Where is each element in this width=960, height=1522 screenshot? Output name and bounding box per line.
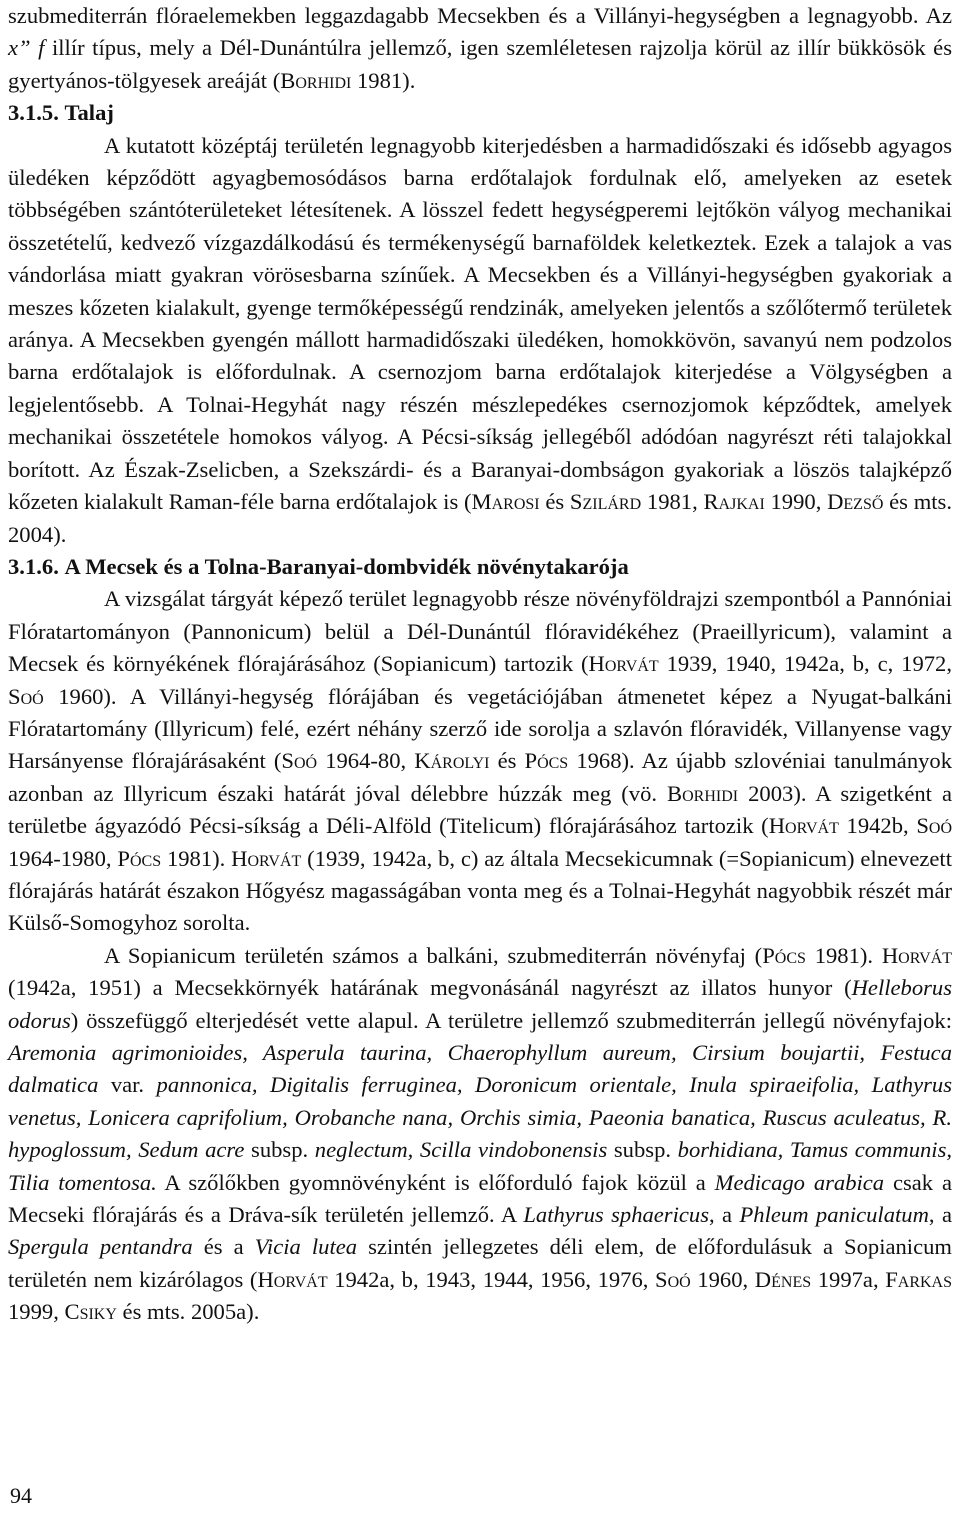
section-title: Talaj — [64, 100, 114, 126]
body-text — [8, 0, 952, 1329]
section-number: 3.1.5. — [8, 100, 59, 126]
section-heading-vegetation — [8, 551, 952, 583]
section-heading-talaj — [8, 97, 952, 129]
section-number: 3.1.6. — [8, 553, 59, 579]
paragraph-vegetation-1: A vizsgálat tárgyát képező terület legnagyobb része növényföldrajzi szempontból a Pannóniai Flóratartományon (Pannonicum) belül a Dél-Dunántúl flóravidékéhez (Praeillyricum), valamint a Mecsek és környékének flórajárásához (Sopianicum) tartozik (Horvát 1939, 1940, 1942a, b, c, 1972, Soó 1960). A Villányi-hegység flórájában és vegetációjában átmenetet képez a Nyugat-balkáni Flóratartomány (Illyricum) felé, ezért néhány szerző ide sorolja a szlavón flóravidék, Villanyense vagy Harsányense flórajárásaként (Soó 1964-80, Károlyi és Pócs 1968). Az újabb szlovéniai tanulmányok azonban az Illyricum északi határát jóval délebbre húzzák meg (vö. Borhidi 2003). A szigetként a területbe ágyazódó Pécsi-síkság a Déli-Alföld (Titelicum) flórajárásához tartozik (Horvát 1942b, Soó 1964-1980, Pócs 1981). Horvát (1939, 1942a, b, c) az általa Mecsekicumnak (=Sopianicum) elnevezett flórajárás határát északon Hőgyész magasságában vonta meg és a Tolnai-Hegyhát nagyobbik részét már Külső-Somogyhoz sorolta. — [8, 586, 953, 936]
section-title: A Mecsek és a Tolna-Baranyai-dombvidék növénytakarója — [64, 553, 629, 579]
paragraph-vegetation-2: A Sopianicum területén számos a balkáni, szubmediterrán növényfaj (Pócs 1981). Horvát (1942a, 1951) a Mecsekkörnyék határának megvonásánál nagyrészt az illatos hunyor (Helleborus odorus) összefüggő elterjedését vette alapul. A területre jellemző szubmediterrán jellegű növényfajok: Aremonia agrimonioides, Asperula taurina, Chaerophyllum aureum, Cirsium boujartii, Festuca dalmatica var. pannonica, Digitalis ferruginea, Doronicum orientale, Inula spiraeifolia, Lathyrus venetus, Lonicera caprifolium, Orobanche nana, Orchis simia, Paeonia banatica, Ruscus aculeatus, R. hypoglossum, Sedum acre subsp. neglectum, Scilla vindobonensis subsp. borhidiana, Tamus communis, Tilia tomentosa. A szőlőkben gyomnövényként is előforduló fajok közül a Medicago arabica csak a Mecseki flórajárás és a Dráva-sík területén jellemző. A Lathyrus sphaericus, a Phleum paniculatum, a Spergula pentandra és a Vicia lutea szintén jellegzetes déli elem, de előfordulásuk a Sopianicum területén nem kizárólagos (Horvát 1942a, b, 1943, 1944, 1956, 1976, Soó 1960, Dénes 1997a, Farkas 1999, Csiky és mts. 2005a). — [8, 942, 953, 1325]
page-number: 94 — [10, 1483, 32, 1508]
continued-paragraph: szubmediterrán flóraelemekben leggazdagabb Mecsekben és a Villányi-hegységben a legnagyobb. Az x” f illír típus, mely a Dél-Dunántúlra jellemző, igen szemléletesen rajzolja körül az illír bükkösök és gyertyános-tölgyesek areáját (Borhidi 1981). — [8, 3, 952, 93]
paragraph-talaj: A kutatott középtáj területén legnagyobb kiterjedésben a harmadidőszaki és idősebb agyagos üledéken képződött agyagbemosódásos barna erdőtalajok fordulnak elő, amelyeken az esetek többségében szántóterületeket létesítenek. A lösszel fedett hegységperemi lejtőkön vályog mechanikai összetételű, kedvező vízgazdálkodású és termékenységű barnaföldek keletkeztek. Ezek a talajok a vas vándorlása miatt gyakran vörösesbarna színűek. A Mecsekben és a Villányi-hegységben gyakoriak a meszes kőzeten kialakult, gyenge termőképességű rendzinák, amelyeken jelentős a szőlőtermő területek aránya. A Mecsekben gyengén mállott harmadidőszaki üledéken, homokkövön, savanyú nem podzolos barna erdőtalajok is előfordulnak. A csernozjom barna erdőtalajok kiterjedése a Völgységben a legjelentősebb. A Tolnai-Hegyhát nagy részén mészlepedékes csernozjomok képződtek, amelyek mechanikai összetétele homokos vályog. A Pécsi-síkság jellegéből adódóan nagyrészt réti talajokkal borított. Az Észak-Zselicben, a Szekszárdi- és a Baranyai-dombságon gyakoriak a löszös talajképző kőzeten kialakult Raman-féle barna erdőtalajok is (Marosi és Szilárd 1981, Rajkai 1990, Dezső és mts. 2004). — [8, 132, 952, 547]
